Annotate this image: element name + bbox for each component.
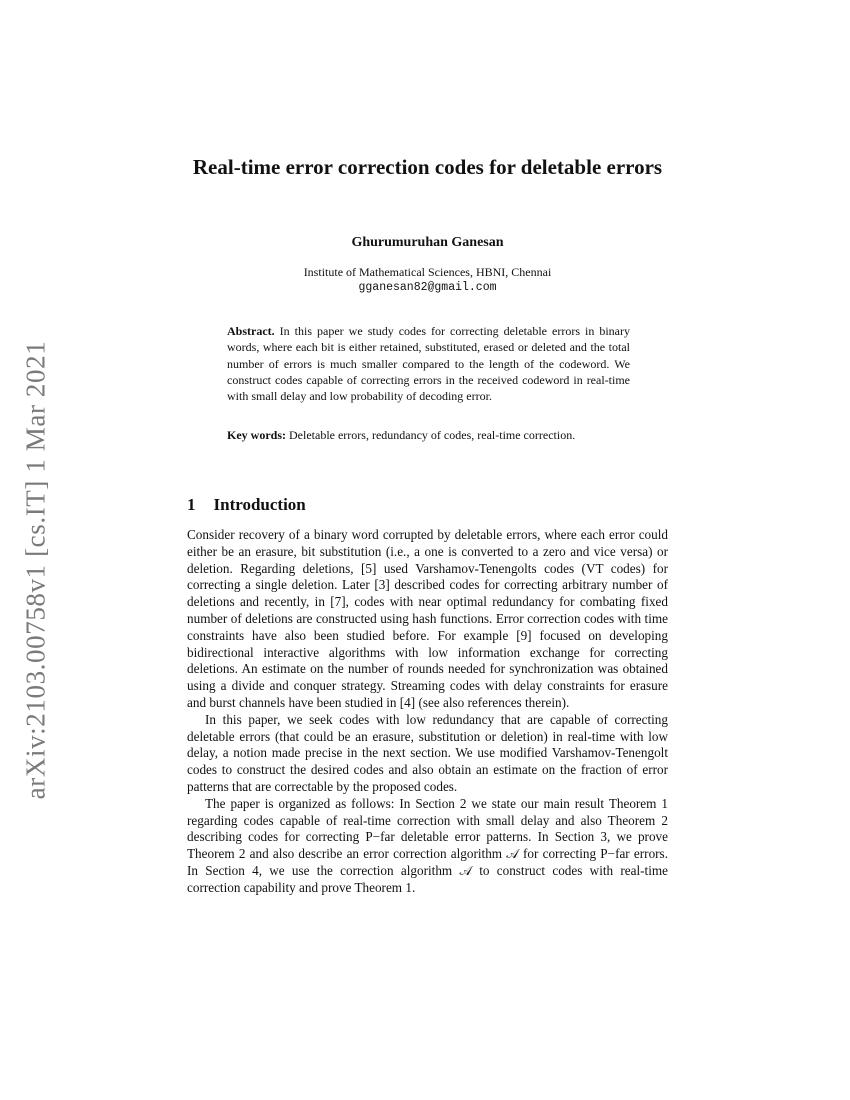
section-heading bbox=[187, 495, 306, 515]
abstract bbox=[227, 323, 630, 404]
section-number: 1 bbox=[187, 495, 196, 514]
paragraph: In this paper, we seek codes with low redundancy that are capable of correcting deletable errors (that could be an erasure, substitution or deletion) in real-time with low delay, a notion made precise in the next section. We use modified Varshamov-Tenengolt codes to construct the desired codes and also obtain an estimate on the fraction of error patterns that are correctable by the proposed codes. bbox=[187, 711, 668, 794]
paragraph: Consider recovery of a binary word corrupted by deletable errors, where each error could either be an erasure, bit substitution (i.e., a one is converted to a zero and vice versa) or deletion. Regarding deletions, [5] used Varshamov-Tenengolts codes (VT codes) for correcting a single deletion. Later [3] described codes for correcting arbitrary number of deletions and recently, in [7], codes with near optimal redundancy for combating fixed number of deletions are constructed using hash functions. Error correction codes with time constraints have also been studied before. For example [9] focused on developing bidirectional interactive algorithms with low information exchange for correcting deletions. An estimate on the number of rounds needed for synchronization was obtained using a divide and conquer strategy. Streaming codes with delay constraints for erasure and burst channels have been studied in [4] (see also references therein). bbox=[187, 527, 668, 710]
section-body bbox=[187, 527, 668, 897]
keywords-label: Key words: bbox=[227, 428, 286, 442]
author-affiliation-block bbox=[160, 264, 695, 296]
paragraph: The paper is organized as follows: In Section 2 we state our main result Theorem 1 regarding codes capable of real-time correction with small delay and also Theorem 2 describing codes for correcting P−far deletable error patterns. In Section 3, we prove Theorem 2 and also describe an error correction algorithm 𝒜 for correcting P−far errors. In Section 4, we use the correction algorithm 𝒜 to construct codes with real-time correction capability and prove Theorem 1. bbox=[187, 795, 668, 895]
abstract-label: Abstract. bbox=[227, 324, 275, 338]
keywords bbox=[227, 427, 630, 443]
section-title: Introduction bbox=[213, 495, 306, 514]
paper-title: Real-time error correction codes for deletable errors bbox=[192, 155, 663, 179]
abstract-text: In this paper we study codes for correcting deletable errors in binary words, where each bit is either retained, substituted, erased or deleted and the total number of errors is much smaller compared to the length of the codeword. We construct codes capable of correcting errors in the received codeword in real-time with small delay and low probability of decoding error. bbox=[227, 324, 630, 404]
arxiv-identifier-stamp: arXiv:2103.00758v1 [cs.IT] 1 Mar 2021 bbox=[20, 340, 51, 800]
affiliation: Institute of Mathematical Sciences, HBNI, Chennai bbox=[303, 265, 552, 279]
author-email: gganesan82@gmail.com bbox=[358, 281, 497, 294]
author-name: Ghurumuruhan Ganesan bbox=[351, 235, 504, 250]
keywords-text: Deletable errors, redundancy of codes, real-time correction. bbox=[289, 428, 576, 442]
